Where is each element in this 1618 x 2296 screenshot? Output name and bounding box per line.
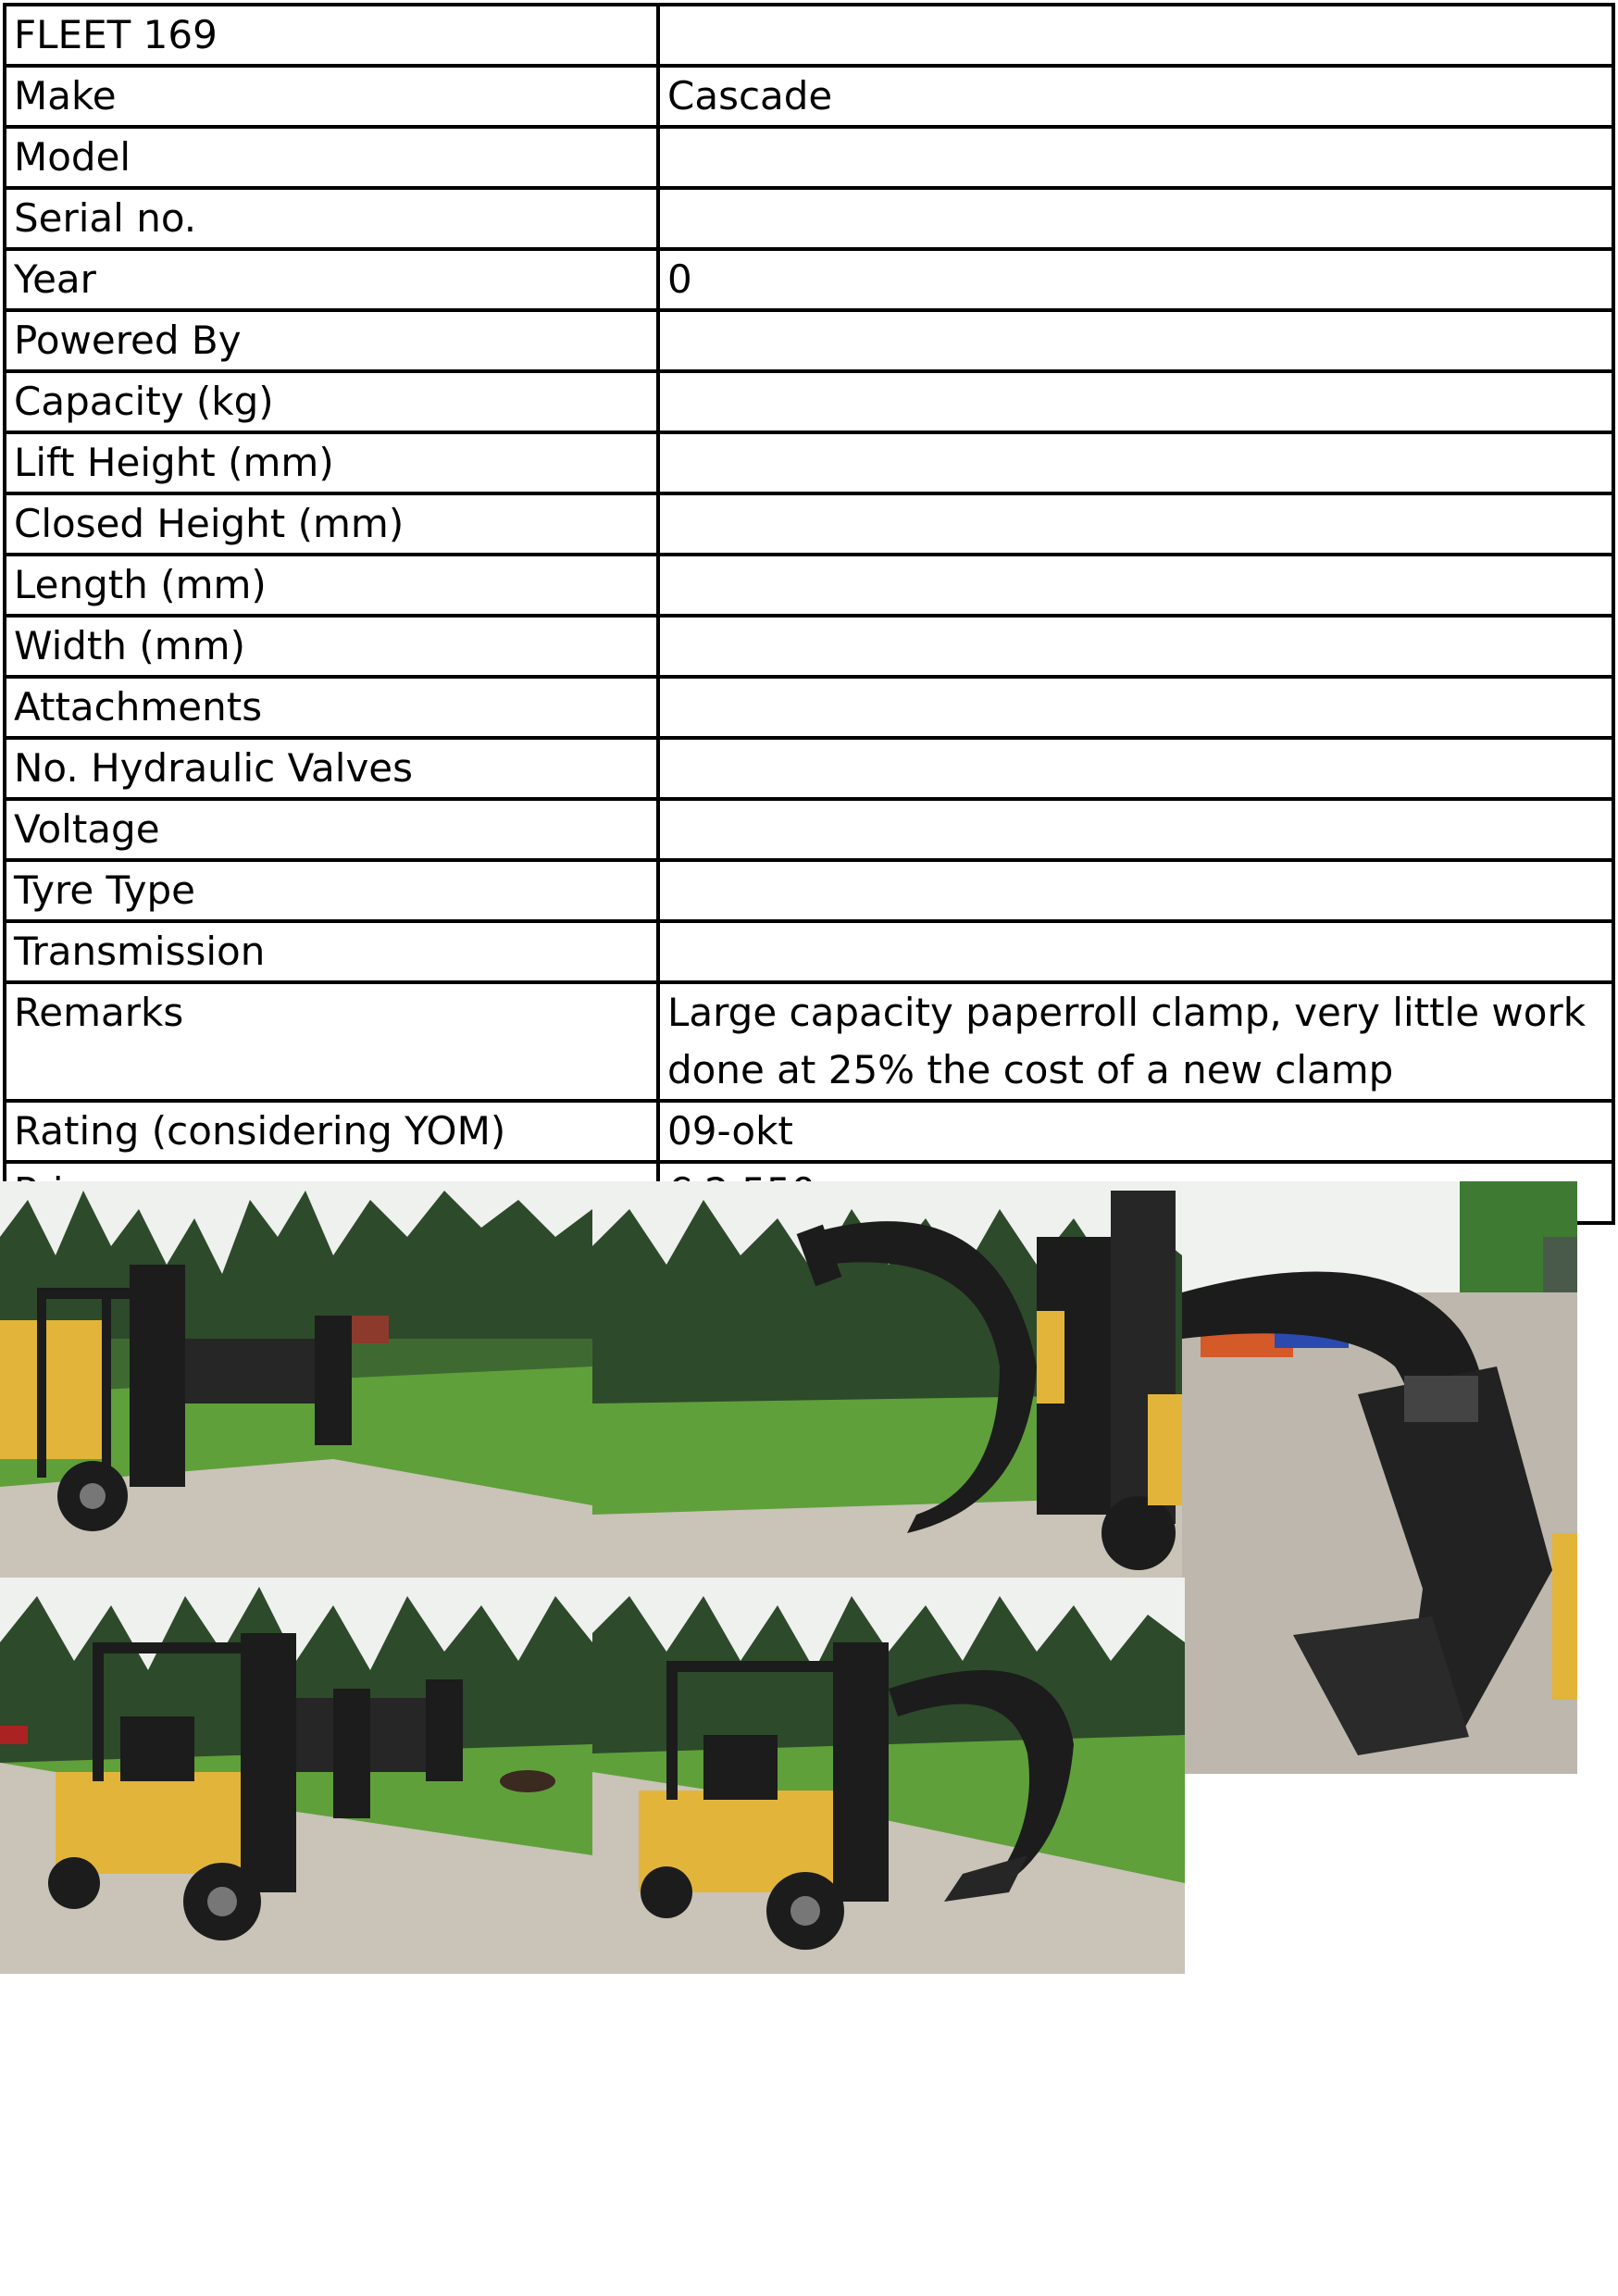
row-label: Rating (considering YOM) bbox=[5, 1101, 658, 1162]
spec-row-attachments bbox=[5, 677, 1613, 738]
row-value bbox=[658, 616, 1613, 677]
row-label: Remarks bbox=[5, 982, 658, 1101]
spec-row-fleet bbox=[5, 5, 1613, 66]
spec-row-remarks bbox=[5, 982, 1613, 1101]
row-label: Voltage bbox=[5, 799, 658, 860]
row-value bbox=[658, 188, 1613, 249]
spec-row-hydraulic-valves bbox=[5, 738, 1613, 799]
row-value bbox=[658, 677, 1613, 738]
row-label: Closed Height (mm) bbox=[5, 493, 658, 555]
row-value bbox=[658, 493, 1613, 555]
row-label: Transmission bbox=[5, 921, 658, 982]
photo-clamp-detail bbox=[1182, 1181, 1577, 1774]
row-value bbox=[658, 799, 1613, 860]
spec-row-capacity bbox=[5, 371, 1613, 432]
spec-row-lift-height bbox=[5, 432, 1613, 493]
row-value bbox=[658, 921, 1613, 982]
spec-table bbox=[3, 3, 1615, 1225]
row-label: Make bbox=[5, 66, 658, 127]
spec-row-powered-by bbox=[5, 310, 1613, 371]
photo-forklift-angle-left bbox=[0, 1578, 592, 1974]
row-label: Tyre Type bbox=[5, 860, 658, 921]
spec-row-voltage bbox=[5, 799, 1613, 860]
photo-forklift-angle-right bbox=[592, 1578, 1185, 1974]
row-value bbox=[658, 738, 1613, 799]
row-label: Year bbox=[5, 249, 658, 310]
row-value bbox=[658, 371, 1613, 432]
spec-row-length bbox=[5, 555, 1613, 616]
row-value: Cascade bbox=[658, 66, 1613, 127]
photo-forklift-side-left bbox=[0, 1181, 592, 1578]
photo-clamp-front bbox=[592, 1181, 1182, 1578]
row-value bbox=[658, 127, 1613, 188]
row-label: FLEET 169 bbox=[5, 5, 658, 66]
row-label: Width (mm) bbox=[5, 616, 658, 677]
row-label: Length (mm) bbox=[5, 555, 658, 616]
row-value: 09-okt bbox=[658, 1101, 1613, 1162]
row-value: Large capacity paperroll clamp, very little work done at 25% the cost of a new clamp bbox=[658, 982, 1613, 1101]
spec-row-rating bbox=[5, 1101, 1613, 1162]
spec-row-tyre-type bbox=[5, 860, 1613, 921]
spec-row-model bbox=[5, 127, 1613, 188]
row-label: Attachments bbox=[5, 677, 658, 738]
row-label: Capacity (kg) bbox=[5, 371, 658, 432]
row-value bbox=[658, 860, 1613, 921]
spec-row-width bbox=[5, 616, 1613, 677]
spec-row-transmission bbox=[5, 921, 1613, 982]
row-label: Model bbox=[5, 127, 658, 188]
row-value: 0 bbox=[658, 249, 1613, 310]
row-value bbox=[658, 432, 1613, 493]
row-label: Powered By bbox=[5, 310, 658, 371]
row-value bbox=[658, 5, 1613, 66]
row-value bbox=[658, 310, 1613, 371]
row-label: Serial no. bbox=[5, 188, 658, 249]
row-label: Lift Height (mm) bbox=[5, 432, 658, 493]
row-label: No. Hydraulic Valves bbox=[5, 738, 658, 799]
spec-row-year bbox=[5, 249, 1613, 310]
spec-row-serial bbox=[5, 188, 1613, 249]
spec-row-make bbox=[5, 66, 1613, 127]
spec-row-closed-height bbox=[5, 493, 1613, 555]
row-value bbox=[658, 555, 1613, 616]
